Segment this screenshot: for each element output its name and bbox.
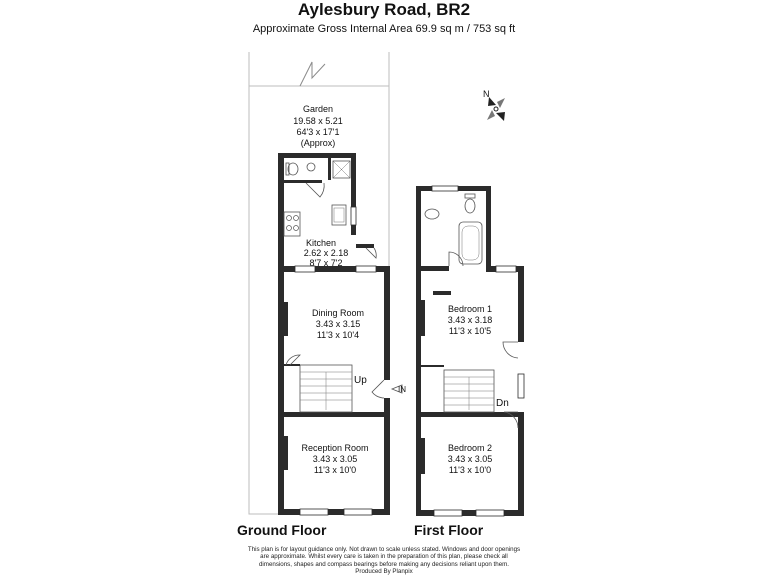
stairs-up-label: Up [354, 375, 367, 386]
ground-floor-label: Ground Floor [237, 522, 327, 538]
disclaimer [0, 546, 768, 576]
reception-imperial: 11'3 x 10'0 [313, 465, 357, 475]
dining-imperial: 11'3 x 10'4 [316, 330, 360, 340]
garden-note: (Approx) [300, 138, 336, 148]
bedroom1-name: Bedroom 1 [447, 304, 493, 314]
disclaimer-line: dimensions, shapes and compass bearings before making any decisions reliant upon them. [258, 560, 510, 568]
kitchen-metric: 2.62 x 2.18 [303, 248, 349, 258]
bedroom1-metric: 3.43 x 3.18 [447, 315, 493, 325]
producer-credit: Produced By Planpix [355, 568, 413, 576]
ground-floor-plan [278, 153, 406, 515]
garden-imperial: 64'3 x 17'1 [296, 127, 340, 137]
disclaimer-line: This plan is for layout guidance only. Not drawn to scale unless stated. Windows and door openings [247, 546, 521, 553]
plan-title: Aylesbury Road, BR2 [297, 0, 471, 19]
bedroom2-imperial: 11'3 x 10'0 [448, 465, 492, 475]
dining-metric: 3.43 x 3.15 [315, 319, 361, 329]
reception-metric: 3.43 x 3.05 [312, 454, 358, 464]
garden-metric: 19.58 x 5.21 [293, 116, 343, 126]
stairs-down-label: Dn [496, 398, 509, 409]
entrance-label: IN [398, 385, 406, 394]
plan-subtitle: Approximate Gross Internal Area 69.9 sq m / 753 sq ft [252, 23, 516, 35]
compass-north-label: N [483, 89, 490, 99]
bedroom2-metric: 3.43 x 3.05 [447, 454, 493, 464]
bedroom2-name: Bedroom 2 [447, 443, 493, 453]
disclaimer-line: are approximate. Whilst every care is taken in the preparation of this plan, please check all [260, 553, 508, 561]
bedroom1-imperial: 11'3 x 10'5 [448, 326, 492, 336]
compass [483, 89, 505, 121]
kitchen-name: Kitchen [305, 238, 337, 248]
garden-name: Garden [302, 104, 334, 114]
kitchen-imperial: 8'7 x 7'2 [309, 258, 343, 268]
first-floor-label: First Floor [414, 522, 484, 538]
first-floor-plan [416, 186, 524, 516]
reception-name: Reception Room [301, 443, 369, 453]
dining-name: Dining Room [311, 308, 365, 318]
